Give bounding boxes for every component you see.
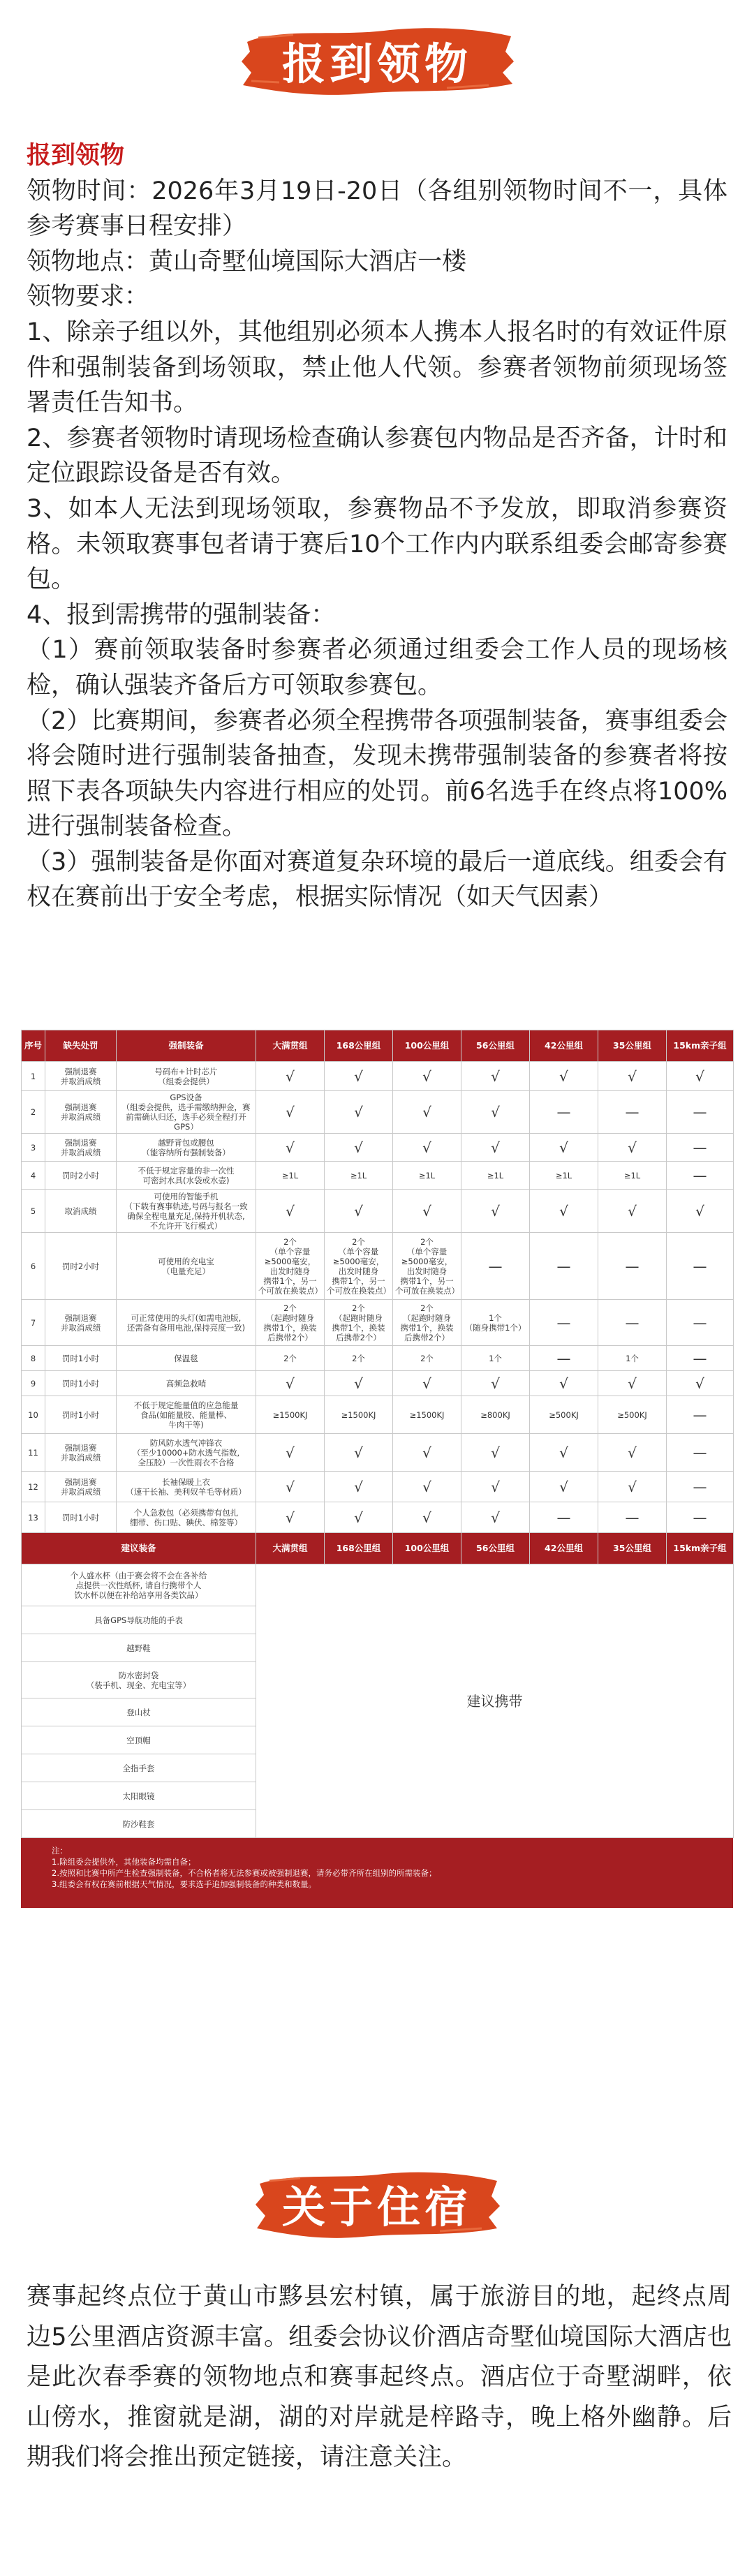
requirement-cell: √	[256, 1134, 325, 1162]
requirement-4: 4、报到需携带的强制装备：	[27, 600, 336, 629]
equipment-cell: 长袖保暖上衣 （速干长袖、美利奴羊毛等材质）	[117, 1472, 256, 1502]
table-row	[22, 1502, 734, 1533]
suggested-item: 太阳眼镜	[22, 1782, 256, 1810]
requirement-cell: √	[530, 1062, 598, 1091]
requirement-cell: —	[598, 1300, 667, 1346]
requirement-cell: √	[461, 1062, 530, 1091]
requirement-cell: √	[598, 1062, 667, 1091]
equipment-table-container	[21, 1030, 733, 1908]
table-header-cell: 序号	[22, 1030, 45, 1062]
requirement-cell: √	[393, 1434, 461, 1472]
requirement-cell: √	[256, 1091, 325, 1134]
requirement-cell: —	[530, 1091, 598, 1134]
penalty-cell: 强制退赛 并取消成绩	[45, 1062, 117, 1091]
equipment-cell: 不低于规定容量的非一次性 可密封水具(水袋或水壶)	[117, 1162, 256, 1190]
row-number: 9	[22, 1371, 45, 1396]
table-row	[22, 1346, 734, 1371]
table-row	[22, 1162, 734, 1190]
banner-title: 报到领物	[281, 38, 472, 89]
table-header-cell: 大满贯组	[256, 1533, 325, 1564]
suggested-item: 空顶帽	[22, 1726, 256, 1754]
penalty-cell: 取消成绩	[45, 1190, 117, 1233]
requirement-cell: √	[530, 1472, 598, 1502]
table-row	[22, 1472, 734, 1502]
row-number: 3	[22, 1134, 45, 1162]
requirement-2: 2、参赛者领物时请现场检查确认参赛包内物品是否齐备，计时和定位跟踪设备是否有效。	[27, 424, 727, 488]
requirement-cell: √	[461, 1134, 530, 1162]
requirement-cell: √	[530, 1371, 598, 1396]
requirement-cell: ≥1L	[393, 1162, 461, 1190]
requirement-cell: —	[461, 1233, 530, 1300]
requirement-cell: √	[256, 1472, 325, 1502]
requirement-cell: ≥1500KJ	[325, 1396, 393, 1434]
requirement-cell: √	[598, 1434, 667, 1472]
table-row	[22, 1062, 734, 1091]
requirement-cell: √	[530, 1434, 598, 1472]
requirement-cell: √	[667, 1190, 734, 1233]
row-number: 4	[22, 1162, 45, 1190]
row-number: 7	[22, 1300, 45, 1346]
requirement-cell: —	[667, 1233, 734, 1300]
requirement-cell: √	[393, 1091, 461, 1134]
table-header-cell: 建议装备	[22, 1533, 256, 1564]
table-header-cell: 56公里组	[461, 1533, 530, 1564]
requirement-cell: √	[461, 1371, 530, 1396]
requirement-cell: √	[598, 1371, 667, 1396]
requirement-cell: 2个 （单个容量 ≥5000毫安， 出发时随身 携带1个，另一 个可放在换装点）	[256, 1233, 325, 1300]
suggested-item: 防沙鞋套	[22, 1810, 256, 1838]
table-header-cell: 42公里组	[530, 1030, 598, 1062]
table-row	[22, 1190, 734, 1233]
equipment-cell: 可使用的智能手机 （下载有赛事轨迹,号码与报名一致 确保全程电量充足,保持开机状态, 不允许开飞行模式）	[117, 1190, 256, 1233]
table-notes	[21, 1838, 733, 1908]
requirement-cell: √	[256, 1434, 325, 1472]
requirement-cell: √	[256, 1062, 325, 1091]
requirement-cell: 2个 （单个容量 ≥5000毫安， 出发时随身 携带1个，另一 个可放在换装点）	[393, 1233, 461, 1300]
requirement-cell: 1个 （随身携带1个）	[461, 1300, 530, 1346]
table-header-cell: 35公里组	[598, 1533, 667, 1564]
accommodation-section	[27, 2277, 732, 2478]
requirement-cell: 2个 （起跑时随身 携带1个，换装 后携带2个）	[393, 1300, 461, 1346]
requirement-cell: √	[667, 1062, 734, 1091]
equipment-cell: 个人急救包（必须携带有包扎 绷带、伤口贴、碘伏、棉签等）	[117, 1502, 256, 1533]
requirement-cell: √	[325, 1134, 393, 1162]
penalty-cell: 罚时2小时	[45, 1162, 117, 1190]
requirement-cell: —	[530, 1502, 598, 1533]
table-row	[22, 1396, 734, 1434]
requirement-cell: √	[461, 1502, 530, 1533]
requirement-cell: 2个	[325, 1346, 393, 1371]
requirement-cell: —	[598, 1091, 667, 1134]
requirement-cell: √	[667, 1371, 734, 1396]
requirement-cell: —	[667, 1091, 734, 1134]
checkin-section	[27, 138, 727, 915]
requirement-cell: √	[598, 1134, 667, 1162]
requirement-cell: √	[461, 1472, 530, 1502]
requirement-cell: √	[325, 1091, 393, 1134]
requirement-cell: —	[667, 1134, 734, 1162]
requirement-cell: √	[393, 1190, 461, 1233]
table-row	[22, 1233, 734, 1300]
requirement-cell: ≥1L	[598, 1162, 667, 1190]
suggested-item: 个人盛水杯（由于赛会将不会在各补给 点提供一次性纸杯, 请自行携带个人 饮水杯以便在补给站享用各类饮品）	[22, 1564, 256, 1606]
requirement-cell: √	[393, 1371, 461, 1396]
penalty-cell: 罚时1小时	[45, 1502, 117, 1533]
suggested-item: 全指手套	[22, 1754, 256, 1782]
penalty-cell: 强制退赛 并取消成绩	[45, 1472, 117, 1502]
suggested-row	[22, 1564, 734, 1606]
row-number: 10	[22, 1396, 45, 1434]
requirement-cell: √	[530, 1134, 598, 1162]
requirement-cell: √	[256, 1502, 325, 1533]
pickup-requirements-label: 领物要求：	[27, 283, 149, 311]
requirement-cell: ≥1L	[256, 1162, 325, 1190]
table-header-cell: 168公里组	[325, 1030, 393, 1062]
requirement-cell: —	[667, 1396, 734, 1434]
requirement-cell: 2个	[393, 1346, 461, 1371]
requirement-cell: √	[325, 1502, 393, 1533]
requirement-1: 1、除亲子组以外，其他组别必须本人携本人报名时的有效证件原件和强制装备到场领取，禁止他人代领。参赛者领物前须现场签署责任告知书。	[27, 318, 727, 417]
requirement-cell: √	[325, 1472, 393, 1502]
accommodation-paragraph: 赛事起终点位于黄山市黟县宏村镇，属于旅游目的地，起终点周边5公里酒店资源丰富。组委会协议价酒店奇墅仙境国际大酒店也是此次春季赛的领物地点和赛事起终点。酒店位于奇墅湖畔，依山傍水，推窗就是湖，湖的对岸就是梓路寺，晚上格外幽静。后期我们将会推出预定链接，请注意关注。	[27, 2283, 732, 2471]
requirement-cell: √	[393, 1472, 461, 1502]
table-row	[22, 1434, 734, 1472]
requirement-cell: √	[256, 1371, 325, 1396]
requirement-cell: √	[393, 1134, 461, 1162]
table-row	[22, 1091, 734, 1134]
table-header-cell: 缺失处罚	[45, 1030, 117, 1062]
requirement-cell: ≥1L	[461, 1162, 530, 1190]
requirement-cell: √	[325, 1190, 393, 1233]
equipment-cell: 防风防水透气冲锋衣 （至少10000+防水透气指数, 全压胶）一次性雨衣不合格	[117, 1434, 256, 1472]
requirement-cell: √	[598, 1190, 667, 1233]
pickup-location: 领物地点：黄山奇墅仙境国际大酒店一楼	[27, 247, 467, 276]
requirement-cell: —	[530, 1346, 598, 1371]
requirement-cell: √	[461, 1190, 530, 1233]
note-line: 2.按照和比赛中所产生检查强制装备，不合格者将无法参赛或被强制退赛，请务必带齐所在组别的所需装备；	[52, 1868, 437, 1878]
suggested-label: 建议携带	[256, 1564, 734, 1838]
note-line: 1.除组委会提供外，其他装备均需自备；	[52, 1857, 196, 1867]
requirement-cell: 2个 （单个容量 ≥5000毫安， 出发时随身 携带1个，另一 个可放在换装点）	[325, 1233, 393, 1300]
table-header-cell: 56公里组	[461, 1030, 530, 1062]
row-number: 8	[22, 1346, 45, 1371]
table-header-cell: 35公里组	[598, 1030, 667, 1062]
table-row	[22, 1134, 734, 1162]
penalty-cell: 罚时2小时	[45, 1233, 117, 1300]
row-number: 5	[22, 1190, 45, 1233]
requirement-cell: ≥500KJ	[530, 1396, 598, 1434]
table-body	[22, 1062, 734, 1838]
requirement-cell: 1个	[461, 1346, 530, 1371]
row-number: 13	[22, 1502, 45, 1533]
requirement-cell: ≥1500KJ	[393, 1396, 461, 1434]
requirement-cell: —	[530, 1300, 598, 1346]
mandatory-equipment-table	[21, 1030, 734, 1838]
requirement-cell: —	[667, 1434, 734, 1472]
equipment-cell: 高频急救哨	[117, 1371, 256, 1396]
requirement-cell: √	[393, 1062, 461, 1091]
requirement-cell: 2个	[256, 1346, 325, 1371]
requirement-cell: √	[325, 1062, 393, 1091]
table-header-row	[22, 1030, 734, 1062]
section-banner-accommodation	[251, 2164, 503, 2242]
table-header-cell: 100公里组	[393, 1533, 461, 1564]
equipment-cell: GPS设备 （组委会提供，选手需缴纳押金，赛 前需确认归还，选手必须全程打开GPS）	[117, 1091, 256, 1134]
requirement-3: 3、如本人无法到现场领取，参赛物品不予发放，即取消参赛资格。未领取赛事包者请于赛后10个工作内内联系组委会邮寄参赛包。	[27, 494, 727, 594]
requirement-cell: √	[530, 1190, 598, 1233]
table-header-cell: 168公里组	[325, 1533, 393, 1564]
penalty-cell: 罚时1小时	[45, 1371, 117, 1396]
penalty-cell: 强制退赛 并取消成绩	[45, 1434, 117, 1472]
table-row	[22, 1300, 734, 1346]
row-number: 12	[22, 1472, 45, 1502]
requirement-cell: 2个 （起跑时随身 携带1个，换装 后携带2个）	[256, 1300, 325, 1346]
requirement-cell: ≥1L	[325, 1162, 393, 1190]
equipment-cell: 越野背包或腰包 （能容纳所有强制装备）	[117, 1134, 256, 1162]
row-number: 1	[22, 1062, 45, 1091]
requirement-cell: √	[461, 1434, 530, 1472]
requirement-cell: —	[667, 1300, 734, 1346]
table-header-cell: 42公里组	[530, 1533, 598, 1564]
row-number: 6	[22, 1233, 45, 1300]
requirement-cell: √	[256, 1190, 325, 1233]
table-header-cell: 15km亲子组	[667, 1533, 734, 1564]
requirement-cell: —	[598, 1233, 667, 1300]
requirement-cell: ≥800KJ	[461, 1396, 530, 1434]
penalty-cell: 罚时1小时	[45, 1396, 117, 1434]
requirement-cell: —	[667, 1162, 734, 1190]
requirement-4-1: （1）赛前领取装备时参赛者必须通过组委会工作人员的现场核检，确认强装齐备后方可领取参赛包。	[27, 636, 727, 699]
table-header-cell: 15km亲子组	[667, 1030, 734, 1062]
requirement-cell: —	[667, 1346, 734, 1371]
requirement-4-3: （3）强制装备是你面对赛道复杂环境的最后一道底线。组委会有权在赛前出于安全考虑，根据实际情况（如天气因素）	[27, 847, 727, 912]
section-heading: 报到领物	[27, 142, 125, 170]
requirement-cell: —	[530, 1233, 598, 1300]
equipment-cell: 保温毯	[117, 1346, 256, 1371]
suggested-item: 越野鞋	[22, 1634, 256, 1662]
requirement-cell: ≥500KJ	[598, 1396, 667, 1434]
requirement-cell: √	[598, 1472, 667, 1502]
suggested-item: 具备GPS导航功能的手表	[22, 1606, 256, 1634]
table-header-cell: 100公里组	[393, 1030, 461, 1062]
equipment-cell: 号码布+计时芯片 （组委会提供）	[117, 1062, 256, 1091]
requirement-cell: 1个	[598, 1346, 667, 1371]
banner-title: 关于住宿	[281, 2181, 472, 2233]
requirement-cell: √	[325, 1371, 393, 1396]
table-header-cell: 大满贯组	[256, 1030, 325, 1062]
note-line: 注：	[52, 1846, 68, 1856]
table-header-cell: 强制装备	[117, 1030, 256, 1062]
equipment-cell: 可使用的充电宝 （电量充足）	[117, 1233, 256, 1300]
penalty-cell: 强制退赛 并取消成绩	[45, 1134, 117, 1162]
table-row	[22, 1371, 734, 1396]
requirement-cell: √	[393, 1502, 461, 1533]
section-banner-checkin	[237, 21, 517, 99]
pickup-time: 领物时间：2026年3月19日-20日（各组别领物时间不一，具体参考赛事日程安排）	[27, 177, 727, 241]
row-number: 2	[22, 1091, 45, 1134]
row-number: 11	[22, 1434, 45, 1472]
penalty-cell: 强制退赛 并取消成绩	[45, 1300, 117, 1346]
equipment-cell: 不低于规定能量值的应急能量 食品(如能量胶、能量棒、 牛肉干等)	[117, 1396, 256, 1434]
requirement-cell: —	[667, 1502, 734, 1533]
penalty-cell: 强制退赛 并取消成绩	[45, 1091, 117, 1134]
requirement-cell: —	[598, 1502, 667, 1533]
requirement-cell: ≥1L	[530, 1162, 598, 1190]
table-header-row	[22, 1533, 734, 1564]
suggested-item: 登山杖	[22, 1698, 256, 1726]
equipment-cell: 可正常使用的头灯(如需电池版, 还需备有备用电池,保持亮度一致)	[117, 1300, 256, 1346]
requirement-cell: —	[667, 1472, 734, 1502]
note-line: 3.组委会有权在赛前根据天气情况，要求选手追加强制装备的种类和数量。	[52, 1879, 316, 1889]
penalty-cell: 罚时1小时	[45, 1346, 117, 1371]
requirement-4-2: （2）比赛期间，参赛者必须全程携带各项强制装备，赛事组委会将会随时进行强制装备抽查，发现未携带强制装备的参赛者将按照下表各项缺失内容进行相应的处罚。前6名选手在终点将100%进行强制装备检查。	[27, 706, 727, 841]
requirement-cell: √	[325, 1434, 393, 1472]
requirement-cell: √	[461, 1091, 530, 1134]
suggested-item: 防水密封袋 （装手机、现金、充电宝等）	[22, 1662, 256, 1698]
requirement-cell: 2个 （起跑时随身 携带1个，换装 后携带2个）	[325, 1300, 393, 1346]
requirement-cell: ≥1500KJ	[256, 1396, 325, 1434]
